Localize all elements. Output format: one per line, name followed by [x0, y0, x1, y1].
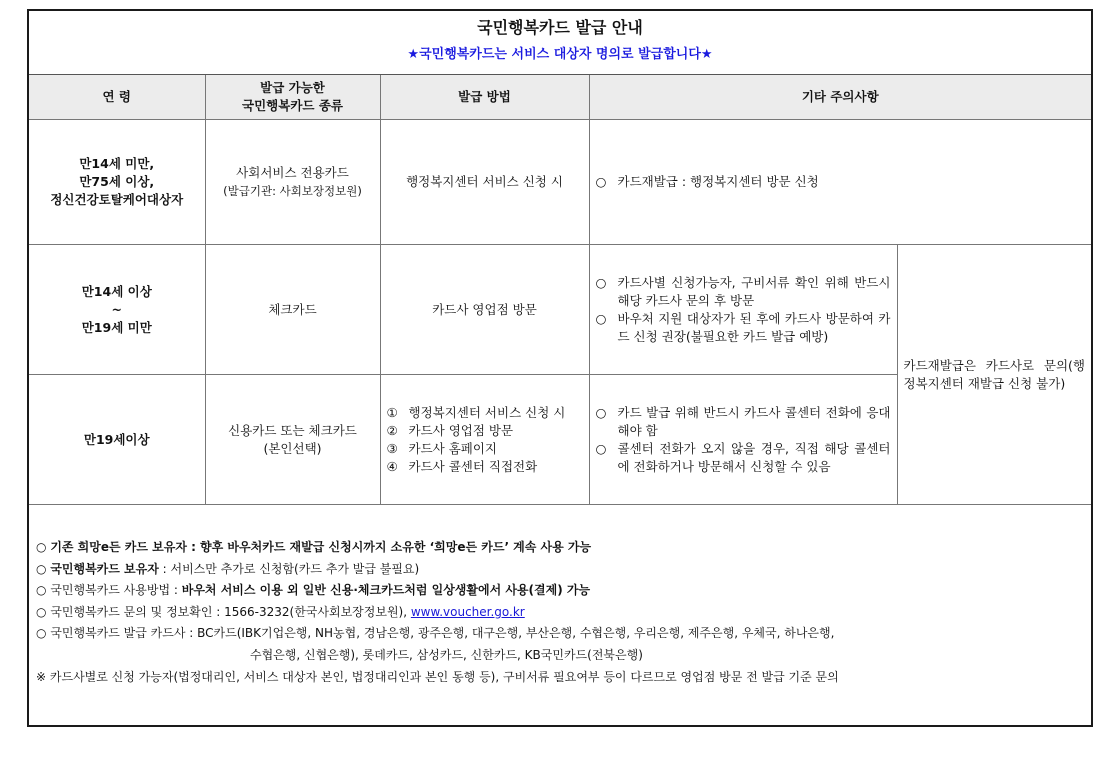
- method-cell: [380, 120, 589, 245]
- issuance-table: [29, 75, 1091, 505]
- note-item: [596, 173, 1086, 191]
- reference-mark-icon: ※: [36, 669, 47, 684]
- age-line: 만14세 이상: [81, 283, 152, 299]
- footnote-line: [36, 580, 1091, 602]
- number-marker: ①: [386, 404, 398, 420]
- method-item: [387, 458, 583, 476]
- title-block: [29, 11, 1091, 75]
- age-line: 만19세이상: [83, 431, 150, 447]
- method-text: 카드사 영업점 방문: [432, 301, 537, 317]
- footnote-text: 국민행복카드 사용방법 :: [50, 583, 182, 598]
- card-type-cell: [205, 245, 380, 375]
- footnote-text: 수협은행, 신협은행), 롯데카드, 삼성카드, 신한카드, KB국민카드(전북은행): [250, 647, 643, 662]
- circle-bullet-icon: ○: [595, 310, 607, 326]
- footnote-bold: 국민행복카드 보유자: [50, 561, 159, 576]
- footnote-line: [36, 559, 1091, 581]
- notice-frame: [27, 9, 1093, 727]
- header-card-type-line1: 발급 가능한: [260, 80, 325, 95]
- note-text: 카드 발급 위해 반드시 카드사 콜센터 전화에 응대해야 함: [617, 404, 891, 438]
- method-text: 행정복지센터 서비스 신청 시: [408, 404, 566, 420]
- notes-cell: [589, 375, 897, 505]
- method-item: [387, 422, 583, 440]
- footnote-line: [36, 602, 1091, 624]
- age-line: 만19세 미만: [81, 319, 152, 335]
- circle-bullet-icon: ○: [595, 404, 607, 420]
- footnote-line: [36, 537, 1091, 559]
- method-text: 카드사 홈페이지: [408, 440, 497, 456]
- card-type: 사회서비스 전용카드: [236, 165, 349, 180]
- note-item: [596, 310, 891, 346]
- footnote-line: [36, 623, 1091, 645]
- note-text: 콜센터 전화가 오지 않을 경우, 직접 해당 콜센터에 전화하거나 방문해서 신청할 수 있음: [617, 440, 891, 474]
- number-marker: ③: [386, 440, 398, 456]
- circle-bullet-icon: ○: [595, 274, 607, 290]
- footnote-text: : 서비스만 추가로 신청함(카드 추가 발급 불필요): [158, 561, 420, 576]
- card-type-cell: [205, 120, 380, 245]
- notes-cell: [589, 120, 1091, 245]
- note-text: 바우처 지원 대상자가 된 후에 카드사 방문하여 카드 신청 권장(불필요한 카드 발급 예방): [617, 310, 891, 344]
- footnotes: [29, 505, 1091, 688]
- page-subtitle: ★국민행복카드는 서비스 대상자 명의로 발급합니다★: [407, 47, 713, 62]
- age-line: 정신건강토탈케어대상자: [50, 192, 184, 207]
- header-notes: 기타 주의사항: [589, 75, 1091, 120]
- method-item: [387, 440, 583, 458]
- method-text: 카드사 콜센터 직접전화: [408, 458, 538, 474]
- circle-bullet-icon: ○: [595, 440, 607, 456]
- note-item: [596, 274, 891, 310]
- card-type: 체크카드: [268, 301, 317, 317]
- table-row: [29, 120, 1091, 245]
- method-item: [387, 404, 583, 422]
- footnote-bold: 기존 희망e든 카드 보유자 : 향후 바우처카드 재발급 신청시까지 소유한 ‘희망e든 카드’ 계속 사용 가능: [50, 540, 592, 554]
- note-item: [596, 440, 891, 476]
- age-cell: [29, 375, 205, 505]
- method-cell: [380, 245, 589, 375]
- circle-bullet-icon: ○: [36, 540, 47, 554]
- circle-bullet-icon: ○: [36, 561, 47, 576]
- age-cell: [29, 120, 205, 245]
- header-card-type: [205, 75, 380, 120]
- circle-bullet-icon: ○: [36, 626, 47, 641]
- number-marker: ②: [386, 422, 398, 438]
- age-line: 만75세 이상,: [79, 174, 155, 189]
- note-text: 카드사별 신청가능자, 구비서류 확인 위해 반드시 해당 카드사 문의 후 방문: [617, 274, 891, 308]
- card-type-sub: (본인선택): [263, 440, 322, 456]
- note-text: 카드재발급 : 행정복지센터 방문 신청: [617, 174, 819, 189]
- footnote-text: 카드사별로 신청 가능자(법정대리인, 서비스 대상자 본인, 법정대리인과 본인 동행 등), 구비서류 필요여부 등이 다르므로 영업점 방문 전 발급 기준 문의: [49, 669, 839, 684]
- header-method: 발급 방법: [380, 75, 589, 120]
- card-type-cell: [205, 375, 380, 505]
- method-text: 카드사 영업점 방문: [408, 422, 514, 438]
- note-item: [596, 404, 891, 440]
- method-text: 행정복지센터 서비스 신청 시: [406, 174, 563, 189]
- table-row: [29, 245, 1091, 375]
- footnote-text: 국민행복카드 문의 및 정보확인 : 1566-3232(한국사회보장정보원),: [50, 604, 411, 619]
- shared-notes-cell: [897, 245, 1091, 505]
- page-title: 국민행복카드 발급 안내: [477, 18, 643, 37]
- header-age: 연 령: [29, 75, 205, 120]
- age-line: 만14세 미만,: [79, 156, 155, 171]
- method-cell: [380, 375, 589, 505]
- circle-bullet-icon: ○: [595, 174, 607, 189]
- card-type-sub: (발급기관: 사회보장정보원): [223, 184, 362, 198]
- voucher-site-link[interactable]: www.voucher.go.kr: [410, 604, 525, 619]
- header-card-type-line2: 국민행복카드 종류: [242, 98, 343, 113]
- footnote-line-continued: [36, 645, 1091, 667]
- circle-bullet-icon: ○: [36, 583, 47, 598]
- circle-bullet-icon: ○: [36, 604, 47, 619]
- footnote-text: 국민행복카드 발급 카드사 : BC카드(IBK기업은행, NH농협, 경남은행, 광주은행, 대구은행, 부산은행, 수협은행, 우리은행, 제주은행, 우체국, 하나은행,: [50, 626, 835, 641]
- footnote-bold: 바우처 서비스 이용 외 일반 신용·체크카드처럼 일상생활에서 사용(결제) 가능: [181, 583, 591, 598]
- card-type: 신용카드 또는 체크카드: [228, 422, 357, 438]
- footnote-line: [36, 667, 1091, 689]
- number-marker: ④: [386, 458, 398, 474]
- age-cell: [29, 245, 205, 375]
- table-header-row: [29, 75, 1091, 120]
- age-line: ~: [111, 301, 122, 317]
- shared-note-text: 카드재발급은 카드사로 문의(행정복지센터 재발급 신청 불가): [903, 357, 1085, 391]
- notes-cell: [589, 245, 897, 375]
